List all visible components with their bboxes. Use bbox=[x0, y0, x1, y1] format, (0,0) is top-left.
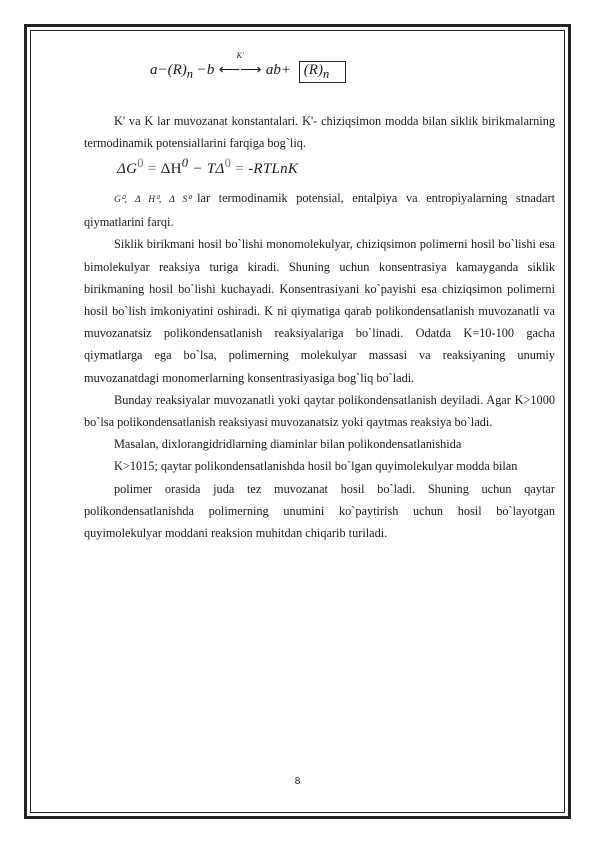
paragraph-1: K' va K lar muvozanat konstantalari. K'- chiziqsimon modda bilan siklik birikmalarning termodinamik potensiallarini farqiga bog`liq. bbox=[84, 114, 555, 151]
paragraph-1-block bbox=[84, 110, 555, 154]
thermo-symbols: G⁰, Δ H⁰, Δ S⁰ bbox=[114, 195, 192, 205]
gibbs-equation: $\Delta G^0 = \Delta H^0 - T\Delta^0$ = -RTLnK bbox=[117, 156, 299, 177]
paragraph-4: Bunday reaksiyalar muvozanatli yoki qaytar polikondensatlanish deyiladi. Agar K>1000 bo`lsa polikondensatlanish reaksiyasi muvozanatsiz yoki qaytmas reaksiya bo`ladi. bbox=[84, 392, 555, 430]
equilibrium-arrow: K' ⟵⟶ bbox=[218, 51, 262, 78]
body-text bbox=[84, 187, 555, 544]
paragraph-3: Siklik birikmani hosil bo`lishi monomolekulyar, chiziqsimon polimerni hosil bo`lishi esa bimolekulyar reaksiya turiga kiradi. Shuning uchun konsentrasiya kamayganda siklik birikmaning hosil bo`lishi kuchayadi. Konsentrasiyani ko`payishi esa chiziqsimon polimerni hosil bo`lish imkoniyatini oshiradi. K ni qiymatiga qarab polikondensatlanish muvozanatli va muvozanatsiz polikondensatlanish reaksiyalariga bo`linadi. Odatda K=10-100 gacha qiymatlarga ega bo`lsa, polimerning molekulyar massasi va reaksiyaning unumiy muvozanatdagi monomerlarning konsentrasiyasiga bog`liq bo`ladi. bbox=[84, 237, 555, 385]
paragraph-7: polimer orasida juda tez muvozanat hosil bo`ladi. Shuning uchun qaytar polikondensatlanishda polimerning unumini ko`paytirish uchun hosil bo`layotgan quyimolekulyar moddani reaksion muhitdan chiqarib turiladi. bbox=[84, 481, 555, 541]
paragraph-2: G⁰, Δ H⁰, Δ S⁰ lar termodinamik potensial, entalpiya va entropiyalarning stnadart qiymatlarini farqi. bbox=[84, 191, 555, 230]
product-box: $(R)_n$ bbox=[299, 61, 346, 83]
paragraph-5: Masalan, dixlorangidridlarning diaminlar bilan polikondensatlanishida bbox=[114, 437, 462, 452]
paragraph-6: K>1015; qaytar polikondensatlanishda hosil bo`lgan quyimolekulyar modda bilan bbox=[114, 459, 518, 474]
reaction-equation: $a-(R)_n -b$ K' ⟵⟶ $ab+ (R)_n$ bbox=[150, 60, 346, 83]
page-number: 8 bbox=[294, 776, 301, 787]
